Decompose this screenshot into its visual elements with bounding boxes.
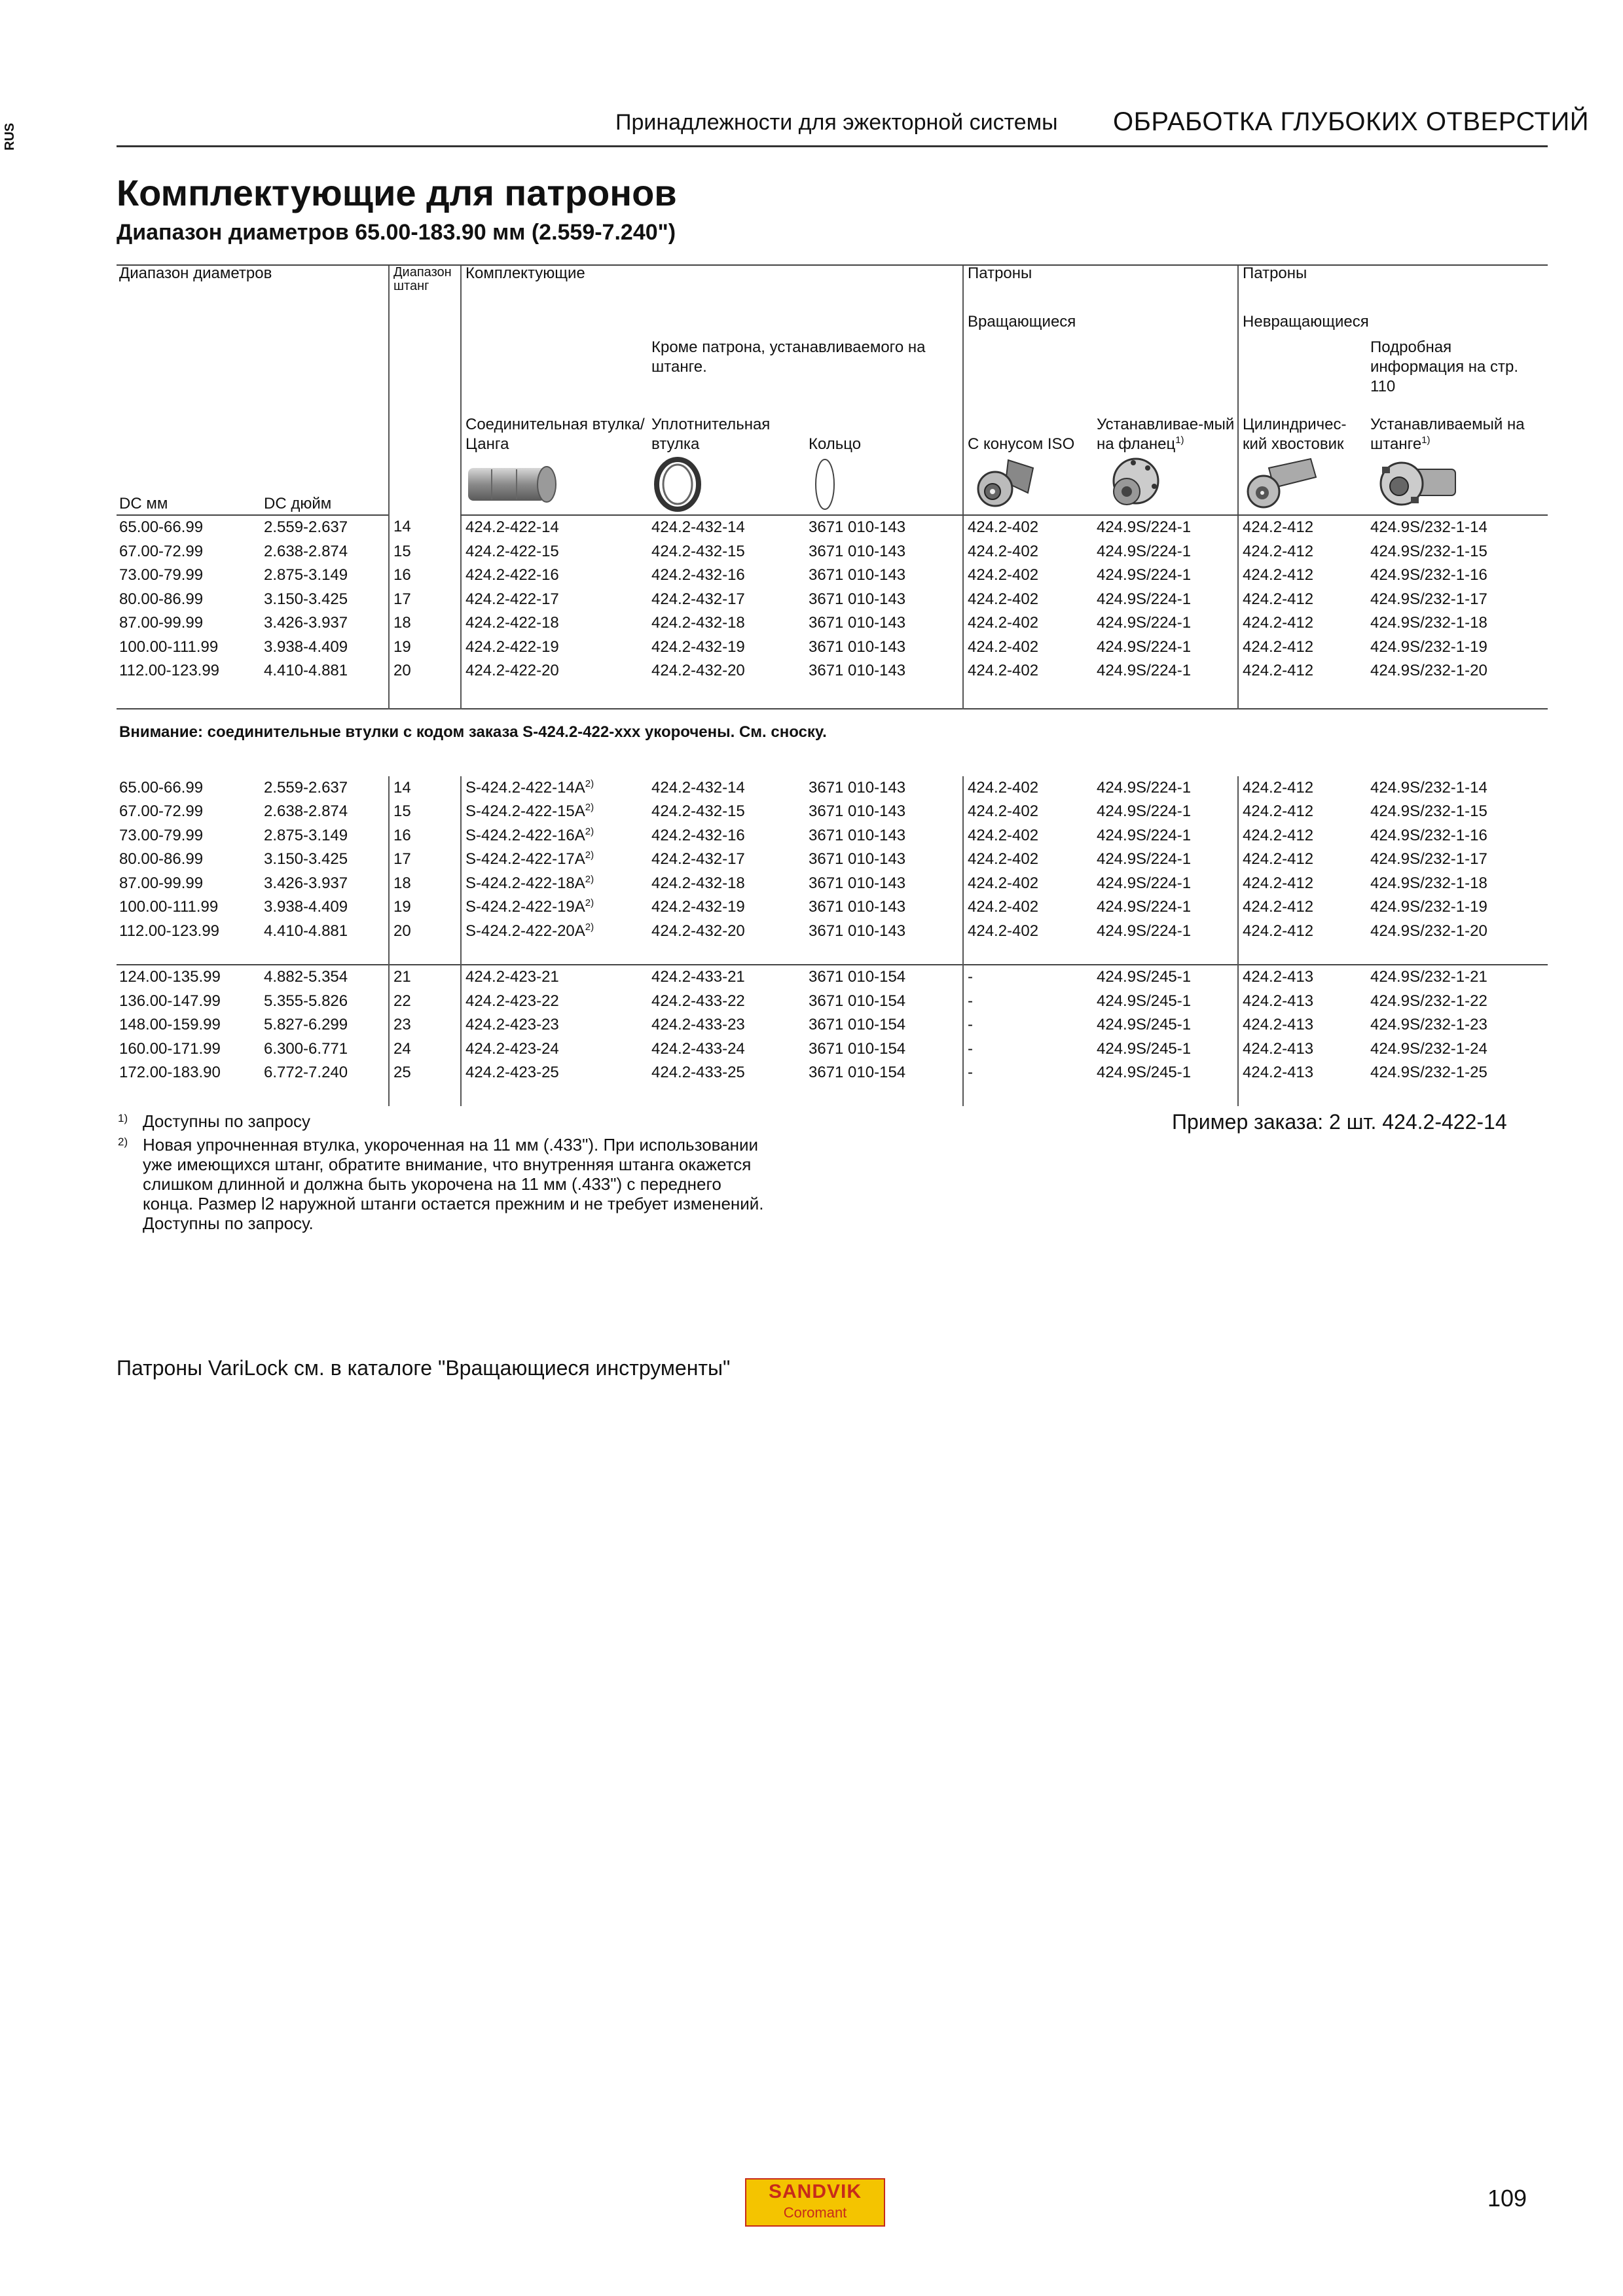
- page-title: Комплектующие для патронов: [117, 172, 677, 213]
- table-cell: 424.9S/224-1: [1097, 566, 1192, 584]
- table-cell: 424.2-432-15: [651, 542, 745, 560]
- table-cell: -: [963, 965, 1094, 990]
- table-cell: $S-424.2-422-19A^{2)}$: [461, 895, 649, 920]
- table-cell: 424.2-413: [1238, 1037, 1368, 1062]
- table-cell: 424.2-402: [963, 540, 1094, 564]
- table-cell: 424.9S/224-1: [1097, 518, 1192, 536]
- table-row: [117, 659, 1548, 683]
- table-cell: 24: [389, 1037, 461, 1062]
- table-cell: 3671 010-154: [809, 1016, 906, 1033]
- table-cell: -: [963, 1037, 1094, 1062]
- table-cell: 3.938-4.409: [264, 637, 348, 656]
- table-cell: 3671 010-154: [809, 1039, 906, 1058]
- th-chucks-nonrotating-group: Патроны: [1238, 265, 1548, 314]
- table-cell: 424.9S/232-1-18: [1370, 874, 1487, 892]
- table-cell: 424.2-422-18: [461, 611, 649, 636]
- ring-icon: [806, 454, 963, 515]
- footnote-1: 1) Доступны по запросу: [118, 1111, 311, 1131]
- table-cell: 424.9S/224-1: [1097, 778, 1192, 797]
- table-cell: 424.2-423-22: [461, 990, 649, 1014]
- table-cell: 424.2-432-18: [651, 614, 745, 632]
- table-cell: 4.410-4.881: [264, 922, 348, 940]
- table-cell: 2.875-3.149: [264, 566, 348, 584]
- table-cell: 136.00-147.99: [119, 992, 221, 1010]
- table-cell: $S-424.2-422-15A^{2)}$: [461, 800, 649, 824]
- table-cell: 25: [389, 1061, 461, 1085]
- table-cell: 5.827-6.299: [264, 1016, 348, 1033]
- table-cell: 3671 010-154: [806, 965, 963, 990]
- table-cell: 424.2-402: [963, 564, 1094, 588]
- table-cell: 424.9S/232-1-20: [1370, 662, 1487, 679]
- table-cell: 160.00-171.99: [119, 1039, 221, 1058]
- table-cell: 424.2-402: [963, 776, 1094, 800]
- table-cell: 424.2-412: [1238, 800, 1368, 824]
- table-cell: 424.2-402: [963, 824, 1094, 848]
- seal-icon: [649, 454, 806, 515]
- table-cell: 2.875-3.149: [264, 826, 348, 844]
- table-cell: 424.9S/224-1: [1097, 850, 1192, 868]
- table-cell: 80.00-86.99: [119, 590, 204, 608]
- table-cell: 3671 010-143: [809, 590, 906, 608]
- table-cell: 424.2-432-20: [651, 662, 745, 679]
- table-cell: 3671 010-143: [809, 566, 906, 584]
- table-row: [117, 776, 1548, 800]
- table-cell: 16: [389, 564, 461, 588]
- table-cell: 424.9S/224-1: [1097, 898, 1192, 916]
- table-cell: 15: [389, 540, 461, 564]
- table-cell: 3671 010-143: [809, 826, 906, 844]
- table-cell: 15: [389, 800, 461, 824]
- table-cell: -: [963, 990, 1094, 1014]
- table-row: [117, 611, 1548, 636]
- cylindrical-chuck-icon: [1238, 454, 1368, 515]
- th-flange: Устанавливае-мый на фланец$^{1)}$: [1097, 416, 1235, 453]
- table-cell: 424.2-412: [1238, 611, 1368, 636]
- th-details-note: Подробная информация на стр. 110: [1370, 338, 1519, 395]
- table-cell: 424.2-412: [1238, 564, 1368, 588]
- table-cell: 424.2-413: [1238, 1061, 1368, 1085]
- table-cell: 424.9S/232-1-17: [1370, 590, 1487, 608]
- table-cell: 424.9S/224-1: [1097, 542, 1192, 560]
- language-tag: RUS: [3, 122, 17, 151]
- table-cell: 424.2-413: [1238, 1013, 1368, 1037]
- table-cell: 424.9S/245-1: [1094, 965, 1238, 990]
- table-cell: 424.2-402: [963, 920, 1094, 944]
- table-cell: 67.00-72.99: [119, 542, 204, 560]
- table-cell: 3671 010-143: [809, 850, 906, 868]
- order-example: Пример заказа: 2 шт. 424.2-422-14: [1172, 1110, 1507, 1134]
- table-cell: -: [963, 1013, 1094, 1037]
- table-cell: 424.2-402: [963, 611, 1094, 636]
- table-cell: 424.2-422-19: [461, 636, 649, 660]
- table-cell: 424.2-423-21: [461, 965, 649, 990]
- table-cell: 424.2-432-14: [651, 778, 745, 797]
- table-cell: 424.2-422-14: [461, 515, 649, 540]
- table-cell: 424.2-412: [1238, 515, 1368, 540]
- th-iso: С конусом ISO: [963, 412, 1094, 454]
- table-cell: 424.2-402: [963, 515, 1094, 540]
- table-cell: 19: [389, 895, 461, 920]
- table-cell: 3671 010-143: [809, 542, 906, 560]
- table-cell: 2.559-2.637: [264, 778, 348, 797]
- table-cell: 65.00-66.99: [119, 778, 204, 797]
- table-cell: 424.9S/224-1: [1097, 590, 1192, 608]
- table-cell: 3671 010-143: [809, 614, 906, 632]
- table-cell: 424.2-432-19: [651, 898, 745, 916]
- table-cell: 22: [389, 990, 461, 1014]
- th-accessories: Комплектующие: [461, 265, 963, 314]
- table-cell: 424.9S/245-1: [1097, 992, 1192, 1010]
- table-cell: 424.9S/224-1: [1097, 826, 1192, 844]
- table-cell: 424.9S/224-1: [1097, 802, 1192, 820]
- table-cell: 424.2-402: [963, 848, 1094, 872]
- table-cell: 20: [389, 659, 461, 683]
- table-cell: 17: [389, 848, 461, 872]
- table-cell: 65.00-66.99: [119, 518, 204, 536]
- table-cell: 424.2-412: [1238, 920, 1368, 944]
- table-cell: 424.9S/224-1: [1097, 922, 1192, 940]
- table-cell: $S-424.2-422-18A^{2)}$: [461, 872, 649, 896]
- table-row: [117, 1013, 1548, 1037]
- table-cell: 424.2-423-24: [461, 1037, 649, 1062]
- table-cell: 424.9S/232-1-18: [1370, 614, 1487, 632]
- th-connector: Соединительная втулка/Цанга: [461, 412, 649, 454]
- table-cell: 424.2-402: [963, 800, 1094, 824]
- table-cell: 424.2-433-24: [651, 1039, 745, 1058]
- table-cell: 6.300-6.771: [264, 1039, 348, 1058]
- table-cell: 2.559-2.637: [264, 518, 348, 536]
- table-cell: 3.426-3.937: [264, 614, 348, 632]
- table-cell: 3.938-4.409: [264, 898, 348, 916]
- table-cell: 424.2-433-25: [651, 1064, 745, 1081]
- table-row: [117, 990, 1548, 1014]
- th-cylindrical: Цилиндричес-кий хвостовик: [1238, 412, 1368, 454]
- table-cell: 5.355-5.826: [264, 992, 348, 1010]
- table-row: [117, 895, 1548, 920]
- table-row: [117, 1037, 1548, 1062]
- th-diameter-range: Диапазон диаметров: [117, 265, 389, 314]
- table-cell: 23: [389, 1013, 461, 1037]
- table-cell: 424.2-433-23: [651, 1016, 745, 1033]
- table-row: [117, 1061, 1548, 1085]
- table-cell: 21: [389, 965, 461, 990]
- table-row: [117, 515, 1548, 540]
- table-cell: 3671 010-143: [809, 778, 906, 797]
- table-cell: 19: [389, 636, 461, 660]
- table-cell: 424.2-432-20: [651, 922, 745, 940]
- table-cell: 424.2-423-25: [461, 1061, 649, 1085]
- table-cell: 3.426-3.937: [264, 874, 348, 892]
- table-cell: 424.2-412: [1238, 895, 1368, 920]
- table-cell: 424.2-422-20: [461, 659, 649, 683]
- table-cell: 424.9S/232-1-16: [1370, 826, 1487, 844]
- table-cell: 424.9S/232-1-25: [1370, 1064, 1487, 1081]
- th-seal: Уплотнительная втулка: [651, 416, 771, 453]
- header-section: ОБРАБОТКА ГЛУБОКИХ ОТВЕРСТИЙ: [1113, 107, 1589, 136]
- table-cell: 424.9S/224-1: [1097, 614, 1192, 632]
- table-cell: 18: [389, 611, 461, 636]
- header-subtitle: Принадлежности для эжекторной системы: [615, 110, 1058, 135]
- table-cell: 424.2-412: [1238, 872, 1368, 896]
- page-number: 109: [1487, 2185, 1527, 2212]
- table-cell: 424.9S/232-1-22: [1370, 992, 1487, 1010]
- table-cell: 87.00-99.99: [119, 614, 204, 632]
- connector-icon: [461, 454, 649, 515]
- table-cell: 424.2-422-17: [461, 588, 649, 612]
- table-cell: 112.00-123.99: [119, 922, 220, 940]
- table-cell: 424.9S/232-1-14: [1370, 518, 1487, 536]
- table-cell: 424.9S/224-1: [1097, 874, 1192, 892]
- table-cell: $S-424.2-422-20A^{2)}$: [461, 920, 649, 944]
- table-cell: 3671 010-143: [809, 922, 906, 940]
- table-cell: 424.9S/245-1: [1097, 1064, 1192, 1081]
- table-cell: 424.2-402: [963, 636, 1094, 660]
- table-cell: 424.2-412: [1238, 636, 1368, 660]
- table-cell: 424.2-432-18: [651, 874, 745, 892]
- table-cell: 424.9S/232-1-23: [1370, 1016, 1487, 1033]
- table-cell: 17: [389, 588, 461, 612]
- table-cell: 424.2-432-17: [651, 590, 745, 608]
- table-cell: 148.00-159.99: [119, 1016, 221, 1033]
- table-cell: 124.00-135.99: [117, 965, 261, 990]
- table-cell: 424.2-432-16: [651, 826, 745, 844]
- table-cell: 100.00-111.99: [119, 898, 219, 916]
- table-cell: 424.2-412: [1238, 588, 1368, 612]
- table-cell: 424.9S/232-1-15: [1370, 802, 1487, 820]
- flange-chuck-icon: [1094, 454, 1238, 515]
- table-cell: 3671 010-143: [809, 802, 906, 820]
- table-cell: 6.772-7.240: [264, 1064, 348, 1081]
- th-chucks-rotating-group: Патроны: [963, 265, 1238, 314]
- table-cell: 4.882-5.354: [261, 965, 389, 990]
- table-cell: 424.9S/232-1-21: [1368, 965, 1548, 990]
- table-cell: 2.638-2.874: [264, 542, 348, 560]
- table-cell: 3671 010-154: [809, 992, 906, 1010]
- table-row: [117, 872, 1548, 896]
- table-cell: 16: [389, 824, 461, 848]
- sandvik-logo: SANDVIK Coromant: [745, 2178, 885, 2227]
- table-row: [117, 800, 1548, 824]
- table-cell: 424.9S/224-1: [1097, 637, 1192, 656]
- table-row: [117, 920, 1548, 944]
- table-cell: 424.2-423-23: [461, 1013, 649, 1037]
- table-cell: 424.2-402: [963, 895, 1094, 920]
- table-cell: 80.00-86.99: [119, 850, 204, 868]
- table-cell: 424.9S/224-1: [1097, 662, 1192, 679]
- th-bar-range: Диапазон штанг: [389, 265, 461, 515]
- table-cell: 424.2-413: [1238, 990, 1368, 1014]
- table-cell: 424.2-402: [963, 659, 1094, 683]
- table-cell: $S-424.2-422-17A^{2)}$: [461, 848, 649, 872]
- table-cell: 3671 010-143: [809, 518, 906, 536]
- table-cell: 424.9S/232-1-19: [1370, 637, 1487, 656]
- table-cell: 424.2-413: [1238, 965, 1368, 990]
- th-except-note: Кроме патрона, устанавливаемого на штанге.: [651, 338, 926, 376]
- table-cell: 424.9S/232-1-20: [1370, 922, 1487, 940]
- table-cell: 3671 010-154: [809, 1064, 906, 1081]
- table-cell: 424.9S/232-1-24: [1370, 1039, 1487, 1058]
- table-row: [117, 636, 1548, 660]
- table-cell: 424.2-412: [1238, 848, 1368, 872]
- table-cell: 424.2-402: [963, 588, 1094, 612]
- table-cell: 424.2-402: [963, 872, 1094, 896]
- table-row: [117, 540, 1548, 564]
- table-cell: 424.2-412: [1238, 824, 1368, 848]
- table-cell: 424.9S/232-1-14: [1370, 778, 1487, 797]
- table-cell: 14: [389, 776, 461, 800]
- footnote-2: 2) Новая упрочненная втулка, укороченная на 11 мм (.433"). При использовании уже имеющихся штанг, обратите внимание, что внутренняя штанга окажется слишком длинной и должна быть укорочена на 11 мм (.433") с переднего конца. Размер l2 наружной штанги остается прежним и не требует изменений. Доступны по запросу.: [118, 1135, 764, 1233]
- iso-chuck-icon: [963, 454, 1094, 515]
- table-row: [117, 588, 1548, 612]
- table-cell: 172.00-183.90: [119, 1064, 221, 1081]
- table-cell: 424.2-433-21: [649, 965, 806, 990]
- table-cell: 424.2-433-22: [651, 992, 745, 1010]
- th-dc-inch: DC дюйм: [261, 454, 389, 515]
- table-cell: 3.150-3.425: [264, 850, 348, 868]
- table-cell: 14: [389, 515, 461, 540]
- th-non-rotating: Невращающиеся: [1238, 314, 1548, 338]
- table-cell: 3671 010-143: [809, 874, 906, 892]
- table-cell: 424.2-412: [1238, 540, 1368, 564]
- header-rule: [117, 145, 1548, 147]
- table-cell: 20: [389, 920, 461, 944]
- table-cell: 424.9S/232-1-19: [1370, 898, 1487, 916]
- table-cell: 424.2-432-14: [651, 518, 745, 536]
- table-cell: 424.2-412: [1238, 659, 1368, 683]
- table-cell: 424.2-412: [1238, 776, 1368, 800]
- table-cell: 73.00-79.99: [119, 826, 204, 844]
- table-cell: 2.638-2.874: [264, 802, 348, 820]
- table-cell: 424.2-432-16: [651, 566, 745, 584]
- table-cell: $S-424.2-422-14A^{2)}$: [461, 776, 649, 800]
- table-cell: 73.00-79.99: [119, 566, 204, 584]
- table-cell: 424.2-432-19: [651, 637, 745, 656]
- accessories-table: [117, 264, 1548, 1106]
- table-cell: 424.9S/245-1: [1097, 1016, 1192, 1033]
- table-cell: 424.2-422-15: [461, 540, 649, 564]
- table-cell: 3.150-3.425: [264, 590, 348, 608]
- table-row: [117, 564, 1548, 588]
- th-rotating: Вращающиеся: [963, 314, 1238, 338]
- table-cell: 424.2-422-16: [461, 564, 649, 588]
- page-subtitle: Диапазон диаметров 65.00-183.90 мм (2.559-7.240"): [117, 220, 676, 245]
- table-row: [117, 848, 1548, 872]
- table-cell: 87.00-99.99: [119, 874, 204, 892]
- attention-note: Внимание: соединительные втулки с кодом заказа S-424.2-422-ххх укорочены. См. сноску.: [119, 723, 827, 741]
- table-cell: 424.2-432-15: [651, 802, 745, 820]
- table-cell: 100.00-111.99: [119, 637, 219, 656]
- table-cell: 3671 010-143: [809, 662, 906, 679]
- footnotes: [117, 1111, 771, 1237]
- table-row: [117, 965, 1548, 990]
- table-cell: 3671 010-143: [809, 898, 906, 916]
- table-cell: 424.2-432-17: [651, 850, 745, 868]
- table-row: [117, 824, 1548, 848]
- table-cell: 4.410-4.881: [264, 662, 348, 679]
- th-ring: Кольцо: [809, 435, 862, 453]
- table-cell: 424.9S/232-1-16: [1370, 566, 1487, 584]
- table-cell: 424.9S/245-1: [1097, 1039, 1192, 1058]
- th-dc-mm: DC мм: [117, 454, 261, 515]
- table-cell: 112.00-123.99: [119, 662, 220, 679]
- table-cell: 3671 010-143: [809, 637, 906, 656]
- th-bar-mounted: Устанавливаемый на штанге$^{1)}$: [1370, 416, 1525, 453]
- table-cell: 18: [389, 872, 461, 896]
- table-cell: 424.9S/232-1-17: [1370, 850, 1487, 868]
- table-cell: 424.9S/232-1-15: [1370, 542, 1487, 560]
- table-cell: 67.00-72.99: [119, 802, 204, 820]
- bar-chuck-icon: [1368, 454, 1548, 515]
- table-cell: -: [963, 1061, 1094, 1085]
- table-cell: $S-424.2-422-16A^{2)}$: [461, 824, 649, 848]
- varilock-note: Патроны VariLock см. в каталоге "Вращающиеся инструменты": [117, 1356, 731, 1380]
